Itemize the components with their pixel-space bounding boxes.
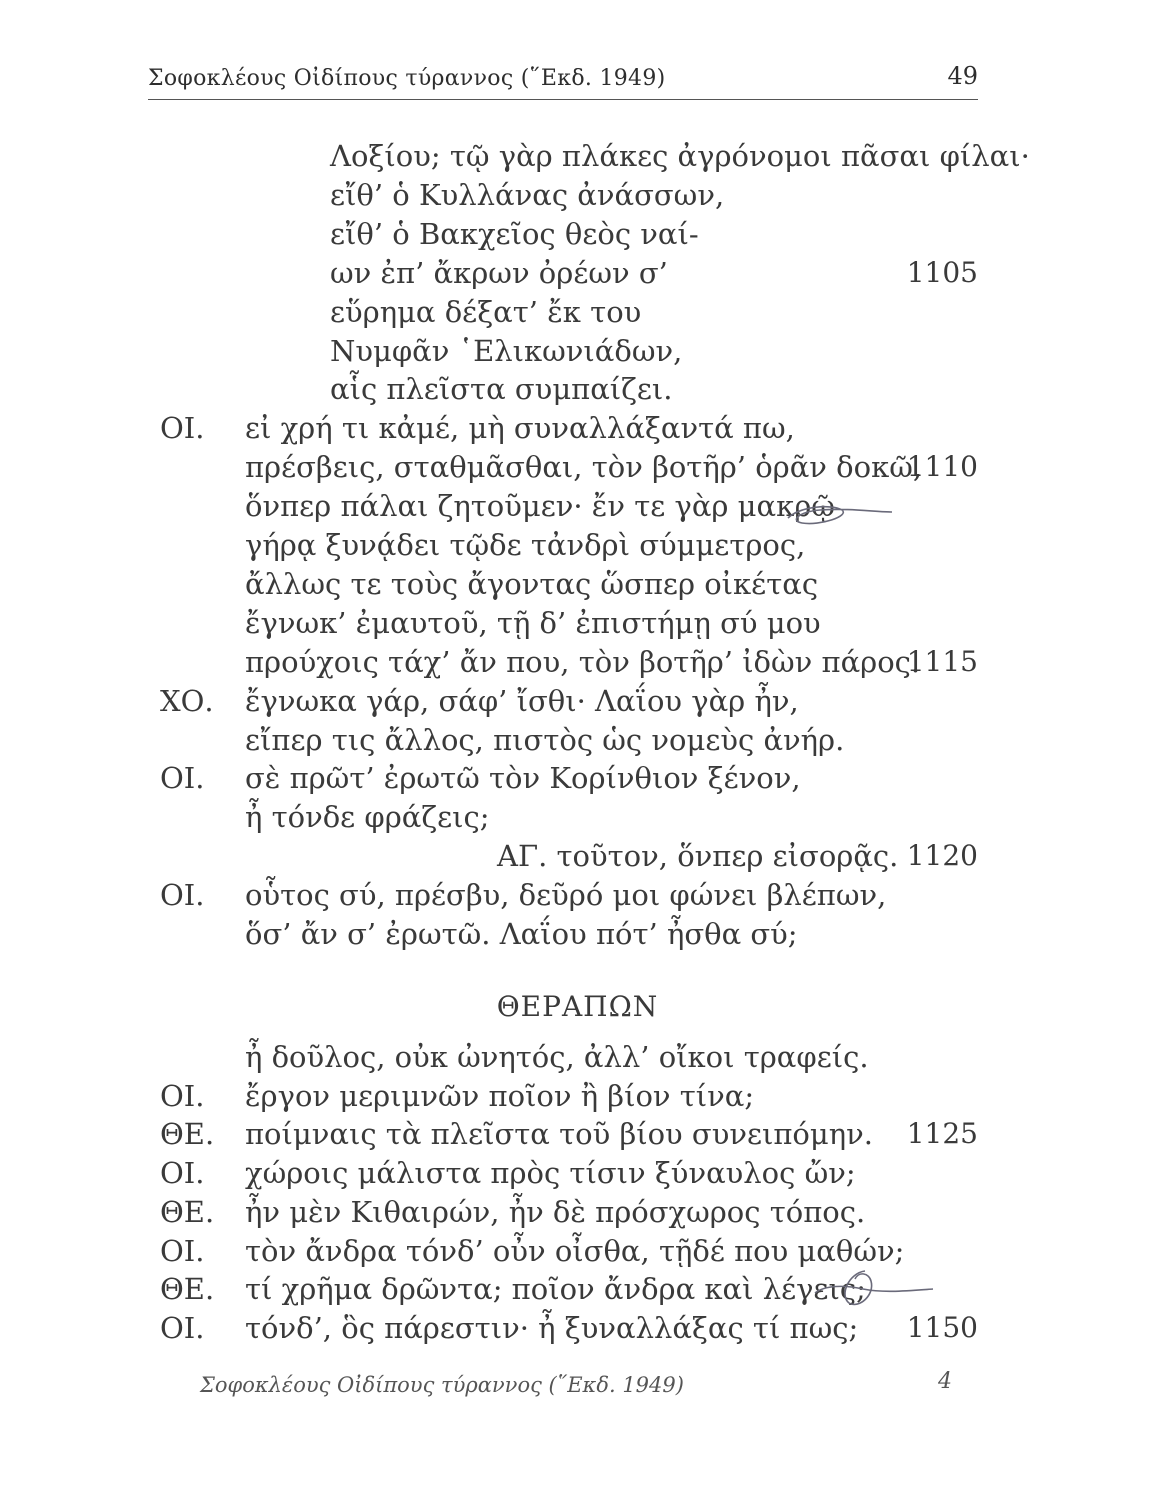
pen-mark-1: [780, 498, 900, 532]
speaker-label: ΧΟ.: [160, 683, 214, 718]
line-number: 1105: [906, 255, 978, 289]
verse-line: χώροις μάλιστα πρὸς τίσιν ξύναυλος ὤν;: [245, 1156, 856, 1191]
verse-line: εἰ χρή τι κἀμέ, μὴ συναλλάξαντά πω,: [245, 411, 795, 446]
verse-line: Νυμφᾶν ῾Ελικωνιάδων,: [330, 333, 683, 368]
verse-line: εὕρημα δέξατ’ ἔκ του: [330, 294, 642, 329]
speaker-label: ΟΙ.: [160, 1156, 205, 1191]
verse-line: ἔργον μεριμνῶν ποῖον ἢ βίον τίνα;: [245, 1078, 755, 1113]
header-rule: [148, 99, 978, 100]
verse-line: γήρᾳ ξυνᾴδει τῷδε τἀνδρὶ σύμμετρος,: [245, 528, 806, 562]
verse-line: ἔγνωκ’ ἐμαυτοῦ, τῇ δ’ ἐπιστήμῃ σύ μου: [245, 605, 821, 640]
verse-line: Λοξίου; τῷ γὰρ πλάκες ἀγρόνομοι πᾶσαι φίλαι·: [330, 139, 1030, 173]
verse-line: πρέσβεις, σταθμᾶσθαι, τὸν βοτῆρ’ ὁρᾶν δοκῶ,: [245, 450, 923, 485]
verse-line: ΑΓ. τοῦτον, ὅνπερ εἰσορᾷς.: [497, 839, 899, 874]
page-number: 49: [947, 62, 978, 90]
verse-line: ποίμναις τὰ πλεῖστα τοῦ βίου συνειπόμην.: [245, 1117, 873, 1152]
running-header: [148, 62, 978, 96]
verse-line: εἴπερ τις ἄλλος, πιστὸς ὡς νομεὺς ἀνήρ.: [245, 722, 845, 757]
verse-line: ἄλλως τε τοὺς ἄγοντας ὥσπερ οἰκέτας: [245, 566, 819, 601]
speaker-label: ΟΙ.: [160, 761, 205, 796]
line-number: 1110: [906, 450, 978, 484]
line-number: 1125: [906, 1117, 978, 1151]
verse-line: σὲ πρῶτ’ ἐρωτῶ τὸν Κορίνθιον ξένον,: [245, 761, 801, 796]
verse-line: ἔγνωκα γάρ, σάφ’ ἴσθι· Λαΐου γὰρ ἦν,: [245, 683, 799, 718]
footer-signature: 4: [938, 1369, 952, 1394]
speaker-label: ΟΙ.: [160, 1310, 205, 1345]
line-number: 1120: [906, 839, 978, 873]
section-heading: ΘΕΡΑΠΩΝ: [496, 990, 659, 1023]
speaker-label: ΟΙ.: [160, 1233, 205, 1268]
verse-line: τὸν ἄνδρα τόνδ’ οὖν οἶσθα, τῇδέ που μαθών;: [245, 1233, 905, 1268]
speaker-label: ΟΙ.: [160, 1078, 205, 1113]
pen-mark-2: [805, 1265, 940, 1313]
verse-line: αἷς πλεῖστα συμπαίζει.: [330, 372, 673, 407]
verse-line: ων ἐπ’ ἄκρων ὀρέων σ’: [330, 255, 668, 290]
speaker-label: ΘΕ.: [160, 1272, 215, 1307]
verse-line: ἦ τόνδε φράζεις;: [245, 800, 490, 835]
speaker-label: ΟΙ.: [160, 878, 205, 913]
line-number: 1115: [906, 644, 978, 678]
verse-line: εἴθ’ ὁ Κυλλάνας ἀνάσσων,: [330, 177, 725, 212]
speaker-label: ΟΙ.: [160, 411, 205, 446]
speaker-label: ΘΕ.: [160, 1117, 215, 1152]
verse-line: ὅσ’ ἄν σ’ ἐρωτῶ. Λαΐου πότ’ ἦσθα σύ;: [245, 917, 798, 951]
verse-line: ἦν μὲν Κιθαιρών, ἦν δὲ πρόσχωρος τόπος.: [245, 1194, 866, 1229]
line-number: 1150: [906, 1310, 978, 1344]
verse-line: οὗτος σύ, πρέσβυ, δεῦρό μοι φώνει βλέπων,: [245, 878, 887, 913]
verse-line: εἴθ’ ὁ Βακχεῖος θεὸς ναί-: [330, 216, 699, 251]
speaker-label: ΘΕ.: [160, 1194, 215, 1229]
verse-line: ὅνπερ πάλαι ζητοῦμεν· ἔν τε γὰρ μακρῷ: [245, 489, 835, 524]
verse-line: τόνδ’, ὃς πάρεστιν· ἦ ξυναλλάξας τί πως;: [245, 1310, 859, 1345]
verse-line: προύχοις τάχ’ ἄν που, τὸν βοτῆρ’ ἰδὼν πάρος.: [245, 644, 921, 679]
header-title: Σοφοκλέους Οἰδίπους τύραννος (῞Εκδ. 1949): [148, 66, 666, 91]
verse-line: τί χρῆμα δρῶντα; ποῖον ἄνδρα καὶ λέγεις;: [245, 1272, 866, 1307]
verse-line: ἦ δοῦλος, οὐκ ὠνητός, ἀλλ’ οἴκοι τραφείς.: [245, 1040, 869, 1074]
footer-title: Σοφοκλέους Οἰδίπους τύραννος (῞Εκδ. 1949): [200, 1373, 684, 1397]
